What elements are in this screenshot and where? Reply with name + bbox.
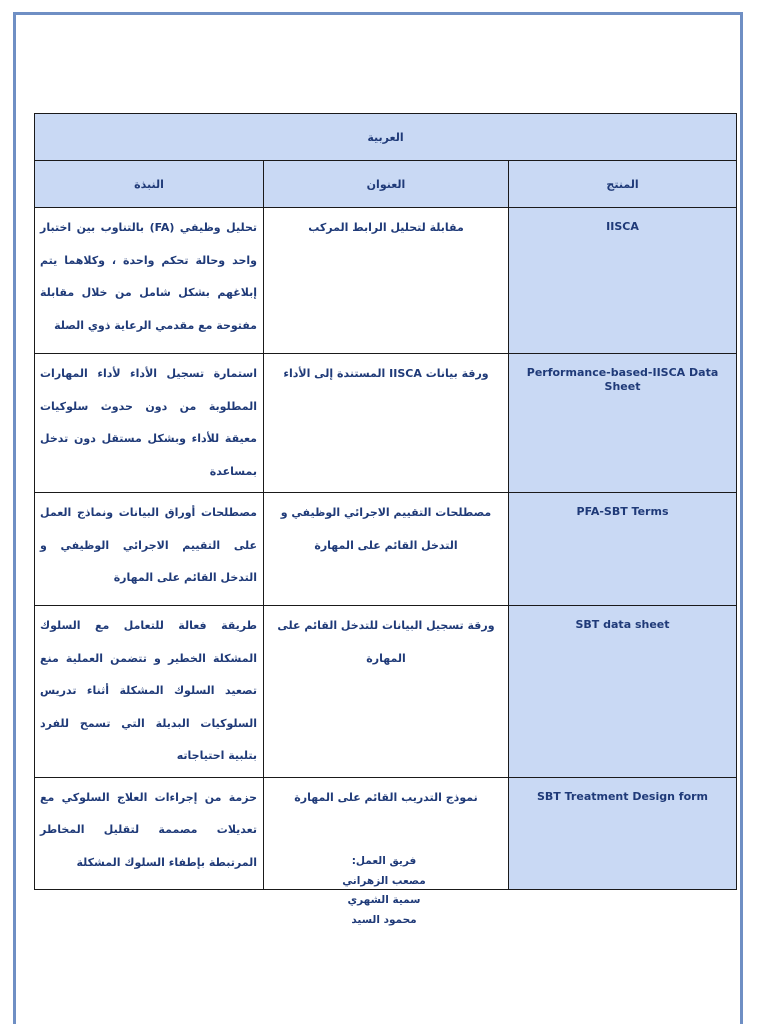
team-member: سمية الشهري bbox=[347, 894, 421, 906]
header-title: العنوان bbox=[264, 161, 509, 208]
row-title: مصطلحات التقييم الاجرائي الوظيفي و التدخل القائم على المهارة bbox=[264, 493, 509, 606]
row-title: مقابلة لتحليل الرابط المركب bbox=[264, 208, 509, 354]
table-row bbox=[35, 493, 737, 606]
header-brief: النبذة bbox=[35, 161, 264, 208]
table-row bbox=[35, 208, 737, 354]
team-credits bbox=[0, 852, 768, 930]
team-label: فريق العمل: bbox=[351, 855, 417, 867]
table-title: العربية bbox=[35, 114, 737, 161]
row-brief: مصطلحات أوراق البيانات ونماذج العمل على التقييم الاجرائي الوظيفي و التدخل القائم على المهارة bbox=[35, 493, 264, 606]
header-product: المنتج bbox=[509, 161, 737, 208]
table-row bbox=[35, 354, 737, 493]
row-product: Performance-based-IISCA Data Sheet bbox=[509, 354, 737, 493]
products-table bbox=[34, 113, 737, 890]
team-member: محمود السيد bbox=[351, 913, 417, 926]
row-brief: استمارة تسجيل الأداء لأداء المهارات المطلوبة من دون حدوث سلوكيات معيقة للأداء وبشكل مستقل دون تدخل بمساعدة bbox=[35, 354, 264, 493]
row-product: PFA-SBT Terms bbox=[509, 493, 737, 606]
row-product: IISCA bbox=[509, 208, 737, 354]
row-brief: حزمة من إجراءات العلاج السلوكي مع تعديلات مصممة لتقليل المخاطر المرتبطة بإطفاء السلوك المشكلة bbox=[35, 777, 264, 889]
table-title-row bbox=[35, 114, 737, 161]
row-brief: طريقة فعالة للتعامل مع السلوك المشكلة الخطير و تتضمن العملية منع تصعيد السلوك المشكلة أثناء تدريس السلوكيات البديلة التي تسمح للفرد بتلبية احتياجاته bbox=[35, 606, 264, 778]
row-title: ورقة تسجيل البيانات للتدخل القائم على المهارة bbox=[264, 606, 509, 778]
row-brief: تحليل وظيفي (FA) بالتناوب بين اختبار واحد وحالة تحكم واحدة ، وكلاهما يتم إبلاغهم بشكل شامل من خلال مقابلة مفتوحة مع مقدمي الرعاية ذوي الصلة bbox=[35, 208, 264, 354]
team-member: مصعب الزهراني bbox=[342, 874, 426, 887]
table-row bbox=[35, 606, 737, 778]
row-product: SBT data sheet bbox=[509, 606, 737, 778]
row-title: ورقة بيانات IISCA المستندة إلى الأداء bbox=[264, 354, 509, 493]
row-product: SBT Treatment Design form bbox=[509, 777, 737, 889]
row-title: نموذج التدريب القائم على المهارة bbox=[264, 777, 509, 889]
table-header-row bbox=[35, 161, 737, 208]
